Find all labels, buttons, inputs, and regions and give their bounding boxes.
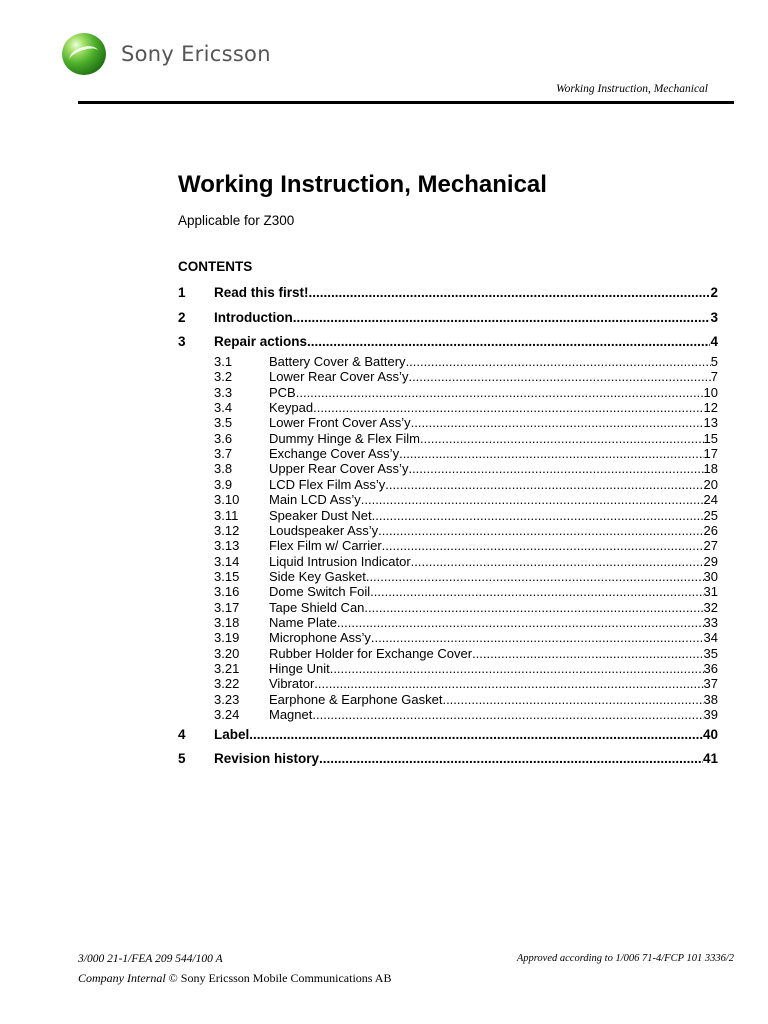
toc-page: 27 (703, 538, 718, 554)
toc-leader (385, 477, 703, 492)
toc-subentry[interactable] (178, 461, 718, 476)
toc-number: 3.21 (214, 661, 240, 676)
toc-leader (366, 569, 704, 584)
toc-title: Vibrator (269, 676, 315, 692)
toc-subentry[interactable] (178, 692, 718, 707)
toc-leader (472, 646, 703, 661)
toc-title: Upper Rear Cover Ass’y (269, 461, 409, 477)
toc-subentry[interactable] (178, 446, 718, 461)
toc-page: 33 (703, 614, 718, 630)
toc-number: 3.17 (214, 599, 240, 615)
toc-page: 7 (710, 369, 718, 385)
toc-number: 3.9 (214, 476, 233, 492)
toc-subentry[interactable] (178, 492, 718, 507)
toc-leader (314, 676, 703, 691)
toc-leader (330, 661, 704, 676)
toc-page: 10 (703, 384, 718, 400)
toc-number: 3.7 (214, 446, 233, 462)
toc-title: Side Key Gasket (269, 568, 366, 584)
toc-number: 4 (178, 727, 186, 742)
toc-title: Exchange Cover Ass’y (269, 446, 400, 462)
brand-logo (62, 33, 271, 75)
header-divider (78, 101, 734, 104)
toc-page: 30 (703, 568, 718, 584)
toc-title: Loudspeaker Ass’y (269, 522, 379, 538)
toc-subentry[interactable] (178, 477, 718, 492)
toc-number: 3.13 (214, 538, 240, 554)
toc-page: 31 (703, 584, 718, 600)
toc-leader (307, 334, 710, 349)
toc-leader (337, 615, 704, 630)
document-number: 3/000 21-1/FEA 209 544/100 A (78, 953, 223, 965)
toc-page: 2 (710, 285, 718, 300)
toc-page: 41 (702, 751, 718, 766)
toc-title: Liquid Intrusion Indicator (269, 553, 411, 569)
toc-leader (442, 692, 703, 707)
toc-title: Magnet (269, 707, 313, 723)
toc-page: 29 (703, 553, 718, 569)
toc-number: 3.19 (214, 630, 240, 646)
toc-subentry[interactable] (178, 661, 718, 676)
toc-page: 35 (703, 645, 718, 661)
toc-title: Lower Rear Cover Ass’y (269, 369, 409, 385)
toc-page: 34 (703, 630, 718, 646)
toc-number: 3.4 (214, 400, 233, 416)
toc-number: 3.11 (214, 507, 239, 523)
toc-page: 18 (703, 461, 718, 477)
toc-subentry[interactable] (178, 354, 718, 369)
toc-number: 3.24 (214, 707, 240, 723)
contents-heading: CONTENTS (178, 259, 253, 274)
toc-page: 38 (703, 691, 718, 707)
toc-page: 26 (703, 522, 718, 538)
toc-leader (420, 431, 704, 446)
toc-title: Speaker Dust Net (269, 507, 372, 523)
toc-leader (296, 385, 704, 400)
toc-number: 3.10 (214, 492, 240, 508)
toc-leader (371, 630, 704, 645)
toc-number: 3.6 (214, 430, 233, 446)
toc-number: 3.20 (214, 645, 240, 661)
toc-leader (309, 285, 711, 300)
toc-number: 3.12 (214, 522, 240, 538)
toc-leader (293, 310, 711, 325)
toc-number: 3.23 (214, 691, 240, 707)
toc-page: 40 (702, 727, 718, 742)
toc-page: 13 (703, 415, 718, 431)
toc-title: PCB (269, 384, 296, 400)
toc-title: Revision history (214, 751, 320, 766)
toc-title: Earphone & Earphone Gasket (269, 691, 443, 707)
brand-name: Sony Ericsson (121, 42, 271, 66)
toc-leader (361, 492, 704, 507)
toc-title: Main LCD Ass’y (269, 492, 361, 508)
toc-subentry[interactable] (178, 431, 718, 446)
toc-number: 3.22 (214, 676, 240, 692)
toc-title: Hinge Unit (269, 661, 330, 676)
toc-subentry[interactable] (178, 676, 718, 691)
toc-page: 25 (703, 507, 718, 523)
toc-page: 17 (703, 446, 718, 462)
toc-title: Microphone Ass’y (269, 630, 371, 646)
toc-page: 3 (710, 310, 718, 325)
toc-subentry[interactable] (178, 523, 718, 538)
toc-number: 3.1 (214, 354, 233, 369)
toc-number: 1 (178, 285, 186, 300)
toc-title: Introduction (214, 310, 293, 325)
toc-page: 39 (703, 707, 718, 723)
toc-title: Lower Front Cover Ass’y (269, 415, 411, 431)
toc-subentry[interactable] (178, 400, 718, 415)
toc-title: Tape Shield Can (269, 599, 365, 615)
toc-number: 3.16 (214, 584, 240, 600)
toc-leader (319, 751, 703, 766)
toc-page: 12 (703, 400, 718, 416)
toc-number: 3.14 (214, 553, 240, 569)
toc-entry-1[interactable] (178, 285, 718, 300)
toc-subentry[interactable] (178, 630, 718, 645)
toc-subentry[interactable] (178, 615, 718, 630)
toc-subentry[interactable] (178, 415, 718, 430)
toc-leader (382, 538, 704, 553)
toc-subentry[interactable] (178, 569, 718, 584)
toc-leader (378, 523, 703, 538)
toc-leader (249, 727, 703, 742)
toc-title: Rubber Holder for Exchange Cover (269, 645, 473, 661)
toc-title: Read this first! (214, 285, 309, 300)
toc-page: 5 (710, 354, 718, 369)
toc-title: Label (214, 727, 250, 742)
page-title: Working Instruction, Mechanical (178, 171, 547, 198)
toc-subentry[interactable] (178, 508, 718, 523)
toc-page: 24 (703, 492, 718, 508)
toc-page: 15 (703, 430, 718, 446)
toc-leader (411, 554, 704, 569)
toc-page: 4 (710, 334, 718, 349)
toc-subentry[interactable] (178, 554, 718, 569)
copyright-icon: © (168, 971, 178, 985)
toc-title: Flex Film w/ Carrier (269, 538, 382, 554)
toc-title: Dummy Hinge & Flex Film (269, 430, 420, 446)
toc-leader (399, 446, 703, 461)
toc-number: 3.5 (214, 415, 233, 431)
toc-leader (406, 354, 711, 369)
toc-title: Name Plate (269, 614, 337, 630)
toc-leader (313, 400, 703, 415)
toc-page: 32 (703, 599, 718, 615)
toc-entry-4[interactable] (178, 727, 718, 742)
toc-entry-2[interactable] (178, 310, 718, 325)
company-name: Sony Ericsson Mobile Communications AB (180, 971, 392, 985)
toc-number: 3 (178, 334, 186, 349)
document-subtitle: Applicable for Z300 (178, 213, 295, 228)
toc-number: 5 (178, 751, 186, 766)
toc-title: LCD Flex Film Ass’y (269, 476, 386, 492)
toc-number: 3.15 (214, 568, 240, 584)
toc-subentry[interactable] (178, 369, 718, 384)
footer-company (78, 971, 391, 986)
toc-title: Repair actions (214, 334, 308, 349)
toc-entry-3[interactable] (178, 334, 718, 349)
toc-number: 2 (178, 310, 186, 325)
toc-title: Dome Switch Foil (269, 584, 371, 600)
sony-ericsson-logo-icon (62, 33, 106, 75)
toc-subentry[interactable] (178, 385, 718, 400)
toc-subentry[interactable] (178, 538, 718, 553)
toc-subentry[interactable] (178, 646, 718, 661)
toc-leader (408, 369, 710, 384)
toc-number: 3.18 (214, 614, 240, 630)
running-header: Working Instruction, Mechanical (556, 83, 708, 95)
toc-page: 37 (703, 676, 718, 692)
toc-title: Battery Cover & Battery (269, 354, 406, 369)
toc-title: Keypad (269, 400, 314, 416)
toc-leader (370, 584, 703, 599)
toc-leader (312, 707, 703, 722)
toc-entry-5[interactable] (178, 751, 718, 766)
toc-number: 3.3 (214, 384, 233, 400)
toc-leader (411, 415, 704, 430)
classification-label: Company Internal (78, 971, 166, 985)
toc-page: 36 (703, 661, 718, 676)
toc-subentry[interactable] (178, 707, 718, 722)
toc-leader (372, 508, 704, 523)
toc-subentry[interactable] (178, 600, 718, 615)
toc-number: 3.8 (214, 461, 233, 477)
approval-note: Approved according to 1/006 71-4/FCP 101 3336/2 (516, 953, 734, 964)
toc-leader (408, 461, 703, 476)
toc-leader (364, 600, 703, 615)
toc-page: 20 (703, 476, 718, 492)
toc-subentry[interactable] (178, 584, 718, 599)
toc-number: 3.2 (214, 369, 233, 385)
